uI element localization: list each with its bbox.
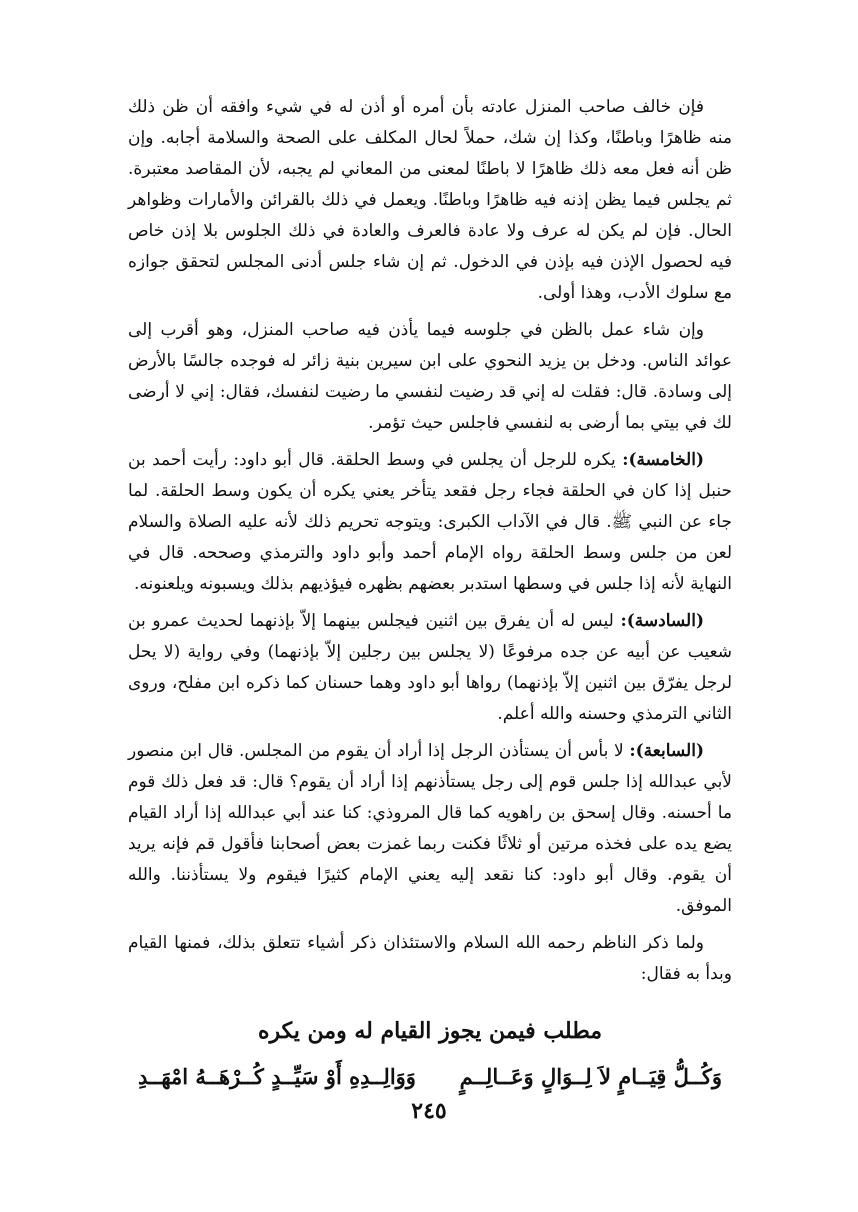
paragraph-1 (128, 92, 732, 309)
paragraph-5 (128, 736, 732, 922)
verse-first-hemistich: وَكُــلُّ قِيَــامٍ لاَ لِــوَالٍ وَعَــالِــمٍ (459, 1064, 722, 1089)
page-number: ٢٤٥ (411, 1098, 447, 1124)
poem-verse (128, 1060, 732, 1094)
paragraph-4-lead: (السادسة): (620, 611, 704, 631)
paragraph-6 (128, 928, 732, 990)
paragraph-3 (128, 445, 732, 600)
paragraph-6-text: ولما ذكر الناظم رحمه الله السلام والاستئذان ذكر أشياء تتعلق بذلك، فمنها القيام وبدأ به فقال: (128, 933, 732, 984)
paragraph-2 (128, 315, 732, 439)
paragraph-3-text: يكره للرجل أن يجلس في وسط الحلقة. قال أبو داود: رأيت أحمد بن حنبل إذا كان في الحلقة فجاء رجل فقعد يتأخر يعني يكره أن يكون وسط الحلقة. لما جاء عن النبي ﷺ. قال في الآداب الكبرى: ويتوجه تحريم ذلك لأنه عليه الصلاة والسلام لعن من جلس وسط الحلقة رواه الإمام أحمد وأبو داود والترمذي وصححه. قال في النهاية لأنه إذا جلس في وسطها استدبر بعضهم بظهره فيؤذيهم بذلك ويسبونه ويلعنونه. (128, 450, 732, 594)
paragraph-2-text: وإن شاء عمل بالظن في جلوسه فيما يأذن فيه صاحب المنزل، وهو أقرب إلى عوائد الناس. ودخل بن يزيد النحوي على ابن سيرين بنية زائر له فوجده جالسًا بالأرض إلى وسادة. قال: فقلت له إني قد رضيت لنفسي ما رضيت لنفسك، فقال: إني لا أرضى لك في بيتي بما أرضى به لنفسي فاجلس حيث تؤمر. (128, 320, 732, 433)
document-page (128, 92, 732, 1152)
paragraph-4 (128, 606, 732, 730)
paragraph-1-text: فإن خالف صاحب المنزل عادته بأن أمره أو أذن له في شيء وافقه أن ظن ذلك منه ظاهرًا وباطنًا، وكذا إن شك، حملاً لحال المكلف على الصحة والسلامة أجابه. وإن ظن أنه فعل معه ذلك ظاهرًا لا باطنًا لمعنى من المعاني لم يجبه، لأن المقاصد معتبرة. ثم يجلس فيما يظن إذنه فيه ظاهرًا وباطنًا. ويعمل في ذلك بالقرائن والأمارات وظواهر الحال. فإن لم يكن له عرف ولا عادة فالعرف والعادة في ذلك الجلوس بلا إذن خاص فيه لحصول الإذن فيه بإذن في الدخول. ثم إن شاء جلس أدنى المجلس لتحقق جوازه مع سلوك الأدب، وهذا أولى. (128, 97, 732, 303)
verse-second-hemistich: وَوَالِــدِهِ أَوْ سَيِّــدٍ كُــرْهَــهُ امْهَــدِ (138, 1064, 416, 1089)
section-heading: مطلب فيمن يجوز القيام له ومن يكره (257, 1018, 603, 1044)
paragraph-4-text: ليس له أن يفرق بين اثنين فيجلس بينهما إلاّ بإذنهما لحديث عمرو بن شعيب عن أبيه عن جده مرفوعًا (لا يجلس بين رجلين إلاّ بإذنهما) وفي رواية (لا يحل لرجل يفرّق بين اثنين إلاّ بإذنهما) رواها أبو داود وهما حسنان كما ذكره ابن مفلح، وروى الثاني الترمذي وحسنه والله أعلم. (128, 611, 732, 724)
paragraph-5-lead: (السابعة): (629, 741, 704, 761)
paragraph-3-lead: (الخامسة): (622, 450, 704, 470)
paragraph-5-text: لا بأس أن يستأذن الرجل إذا أراد أن يقوم من المجلس. قال ابن منصور لأبي عبدالله إذا جلس قوم إلى رجل يستأذنهم إذا أراد أن يقوم؟ قال: قد فعل ذلك قوم ما أحسنه. وقال إسحق بن راهويه كما قال المروذي: كنا عند أبي عبدالله إذا أراد القيام يضع يده على فخذه مرتين أو ثلاثًا فكنت ربما غمزت بعض أصحابنا فأقول قم فإنه يريد أن يقوم. وقال أبو داود: كنا نقعد إليه يعني الإمام كثيرًا فيقوم ولا يستأذننا. والله الموفق. (128, 741, 732, 916)
